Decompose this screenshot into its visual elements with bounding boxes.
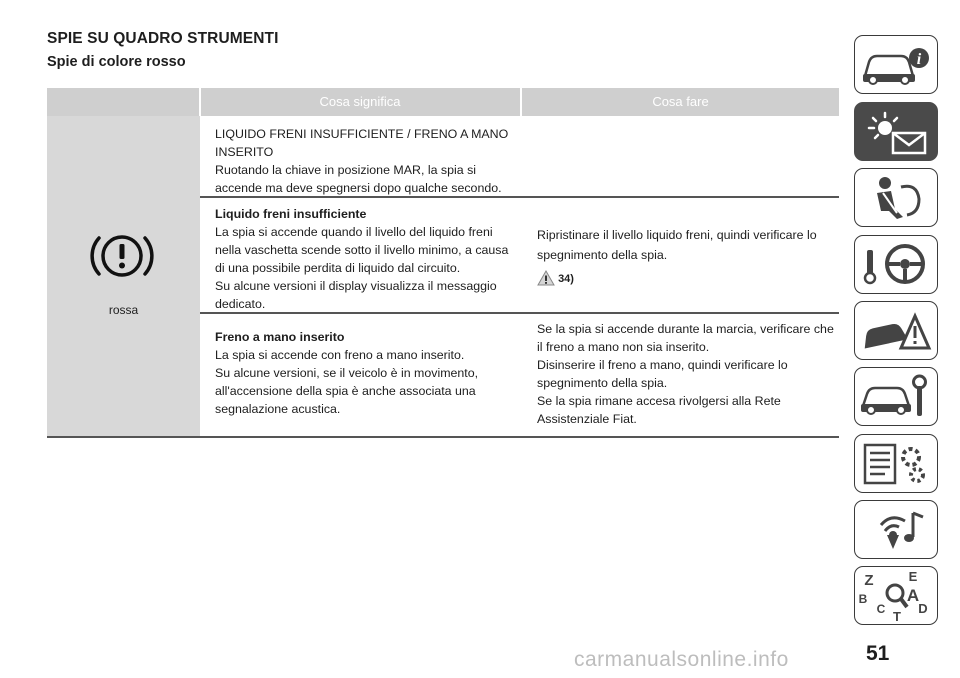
tab-multimedia[interactable]	[854, 500, 938, 559]
brake-warning-icon	[89, 229, 155, 283]
warning-ref-number: 34)	[558, 273, 574, 285]
index-letter: A	[906, 586, 920, 605]
table-header	[47, 88, 839, 116]
index-letter: C	[876, 602, 886, 616]
steering-wheel-icon	[855, 236, 936, 292]
index-letter: E	[908, 569, 918, 584]
tab-car-info[interactable]	[854, 35, 938, 94]
car-maintenance-icon	[855, 368, 936, 424]
index-letter: T	[893, 609, 901, 623]
technical-data-icon	[855, 435, 936, 491]
section-subtitle: Spie di colore rosso	[47, 54, 186, 70]
tab-index[interactable]	[854, 566, 938, 625]
tab-warning-lights[interactable]	[854, 102, 938, 161]
icon-color-label: rossa	[108, 303, 139, 317]
tab-maintenance[interactable]	[854, 367, 938, 426]
row-3-meaning: Freno a mano inserito La spia si accende con freno a mano inserito. Su alcune versioni, se il veicolo è in movimento, all'accensione della spia è anche associata una segnalazione acustica.	[215, 330, 479, 416]
section-title: SPIE SU QUADRO STRUMENTI	[47, 30, 279, 47]
svg-text:i: i	[916, 51, 922, 68]
multimedia-icon	[855, 501, 936, 557]
page-number: 51	[866, 642, 890, 665]
watermark: carmanualsonline.info	[574, 648, 789, 671]
table-bottom-border	[47, 436, 839, 438]
index-letter: Z	[864, 572, 874, 589]
index-icon	[855, 567, 936, 623]
index-letter: B	[858, 592, 868, 606]
warning-triangle-icon	[537, 270, 555, 286]
row-2-meaning: Liquido freni insufficiente La spia si accende quando il livello del liquido freni nella vaschetta scende sotto il livello minimo, a causa di una possibile perdita di liquido dal circuito. Su alcune versioni il display visualizza il messaggio dedicato.	[215, 207, 509, 311]
car-info-icon	[855, 36, 936, 92]
breakdown-icon	[855, 302, 936, 358]
tab-driving[interactable]	[854, 235, 938, 294]
index-letter: D	[918, 601, 928, 616]
warning-reference[interactable]	[537, 270, 574, 286]
warning-light-icon	[855, 103, 936, 159]
row-divider	[200, 196, 839, 198]
tab-technical-data[interactable]	[854, 434, 938, 493]
column-header-action: Cosa fare	[652, 94, 709, 109]
icon-column	[47, 116, 200, 436]
row-2-action: Ripristinare il livello liquido freni, quindi verificare lo spegnimento della spia.	[537, 228, 817, 262]
column-header-meaning: Cosa significa	[319, 94, 401, 109]
row-3-action: Se la spia si accende durante la marcia, verificare che il freno a mano non sia inserito. Disinserire il freno a mano, quindi verificare lo spegnimento della spia. Se la spia rimane accesa rivolgersi alla Rete Assistenziale Fiat.	[537, 322, 834, 426]
row-divider	[200, 312, 839, 314]
row-1-meaning: LIQUIDO FRENI INSUFFICIENTE / FRENO A MANO INSERITO Ruotando la chiave in posizione MAR, la spia si accende ma deve spegnersi dopo qualche secondo.	[215, 127, 509, 195]
airbag-safety-icon	[855, 169, 936, 225]
tab-emergency[interactable]	[854, 301, 938, 360]
tab-safety[interactable]	[854, 168, 938, 227]
